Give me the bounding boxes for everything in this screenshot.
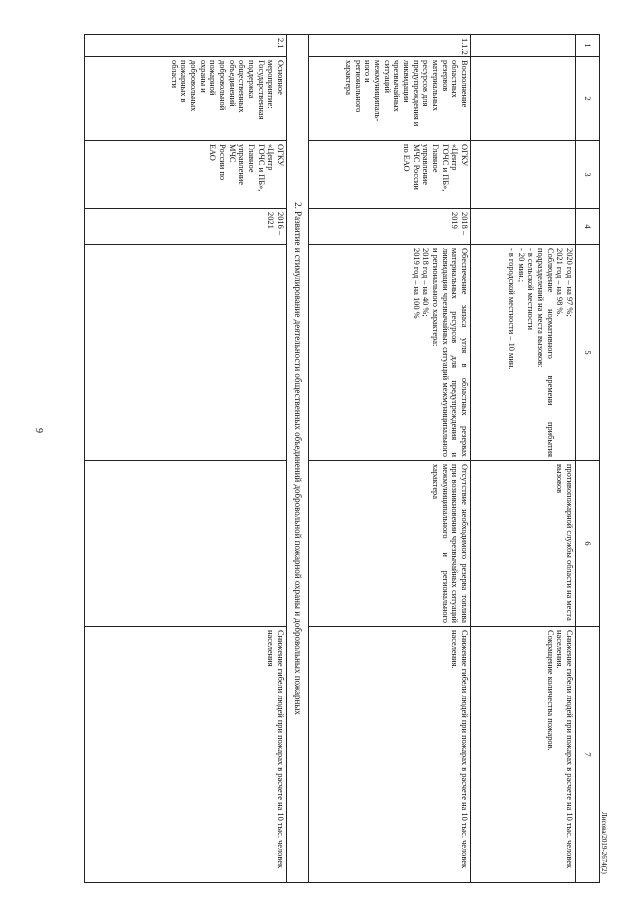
cell-name: Основное мероприятие: Государственная поддержка общественных объединений добровольной пожарной охраны и добровольных пожарных в области <box>85 57 287 141</box>
cell-indicator <box>85 245 287 461</box>
cell-indicator: 2020 год – на 97 %; 2021 год – на 98 %. Соблюдение нормативного времени прибытия подразделений на места вызовов: - в сельской местности - 20 мин.; - в городской местности – 10 мин. <box>471 245 576 461</box>
col-header-1: 1 <box>576 35 600 57</box>
col-header-7: 7 <box>576 627 600 883</box>
cell-consequences <box>85 461 287 627</box>
measures-table <box>84 34 600 883</box>
cell-exec <box>471 141 576 209</box>
cell-num: 2.1 <box>85 35 287 57</box>
cell-num <box>471 35 576 57</box>
cell-name: Восполнение областных резервов материальных ресурсов для предупреждения и ликвидации чрезвычайных ситуаций межмуниципаль- ного и регионального характера <box>309 57 471 141</box>
cell-consequences: противопожарной службы области на места вызовов <box>471 461 576 627</box>
document-footer-id: Лисова/2019-2674(2) <box>600 812 608 874</box>
header-row <box>576 35 600 883</box>
col-header-5: 5 <box>576 245 600 461</box>
cell-exec: ОГКУ «Центр ГОЧС и ПБ», Главное управление МЧС России по ЕАО <box>85 141 287 209</box>
col-header-6: 6 <box>576 461 600 627</box>
cell-exec: ОГКУ «Центр ГОЧС и ПБ», Главное управление МЧС России по ЕАО <box>309 141 471 209</box>
section-row <box>287 35 309 883</box>
table-row-continuation <box>471 35 576 883</box>
section-title: 2. Развитие и стимулирование деятельности общественных объединений добровольной пожарной охраны и добровольных пожарных <box>287 35 309 883</box>
cell-indicator: Обеспечение запаса угля в областных резервах материальных ресурсов для предупреждения и ликвидации чрезвычайных ситуаций межмуниципального и регионального характера: 2018 год – на 40 %; 2019 год – на 100 % <box>309 245 471 461</box>
table-row-1-1-2 <box>309 35 471 883</box>
page-number: 9 <box>33 428 44 433</box>
rotated-table-container <box>84 34 600 882</box>
cell-name <box>471 57 576 141</box>
cell-term: 2016 – 2021 <box>85 209 287 245</box>
cell-term: 2018 – 2019 <box>309 209 471 245</box>
cell-result: Снижение гибели людей при пожарах в расчете на 10 тыс. человек населения. Сокращение количества пожаров. <box>471 627 576 883</box>
table-frame <box>84 34 600 882</box>
col-header-4: 4 <box>576 209 600 245</box>
col-header-2: 2 <box>576 57 600 141</box>
table-row-2-1 <box>85 35 287 883</box>
cell-term <box>471 209 576 245</box>
cell-result: Снижение гибели людей при пожарах в расчете на 10 тыс. человек населения <box>85 627 287 883</box>
cell-consequences: Отсутствие необходимого резерва топлива при возникновении чрезвычайных ситуаций межмуниципального и регионального характера <box>309 461 471 627</box>
cell-result: Снижение гибели людей при пожарах в расчете на 10 тыс. человек населения. <box>309 627 471 883</box>
cell-num: 1.1.2 <box>309 35 471 57</box>
col-header-3: 3 <box>576 141 600 209</box>
